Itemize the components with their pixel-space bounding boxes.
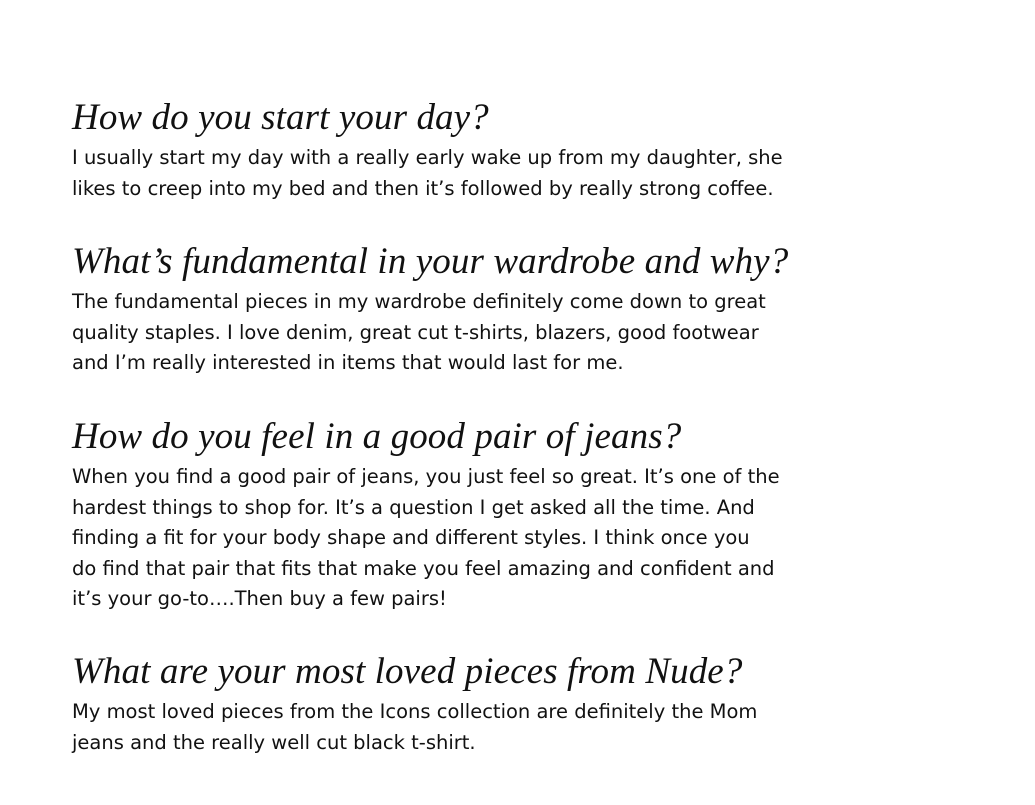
answer-line: finding a fit for your body shape and different styles. I think once you	[72, 526, 750, 549]
qa-section-jeans	[72, 416, 902, 615]
qa-section-loved-pieces	[72, 651, 902, 758]
question-heading: What are your most loved pieces from Nude?	[72, 651, 743, 692]
question-heading: What’s fundamental in your wardrobe and why?	[72, 241, 789, 282]
answer-line: When you find a good pair of jeans, you just feel so great. It’s one of the	[72, 465, 780, 488]
answer-paragraph	[72, 697, 902, 758]
answer-line: do find that pair that fits that make you feel amazing and confident and	[72, 556, 775, 580]
answer-line: quality staples. I love denim, great cut t-shirts, blazers, good footwear	[72, 320, 759, 344]
answer-paragraph	[72, 143, 902, 204]
question-heading: How do you start your day?	[72, 97, 489, 138]
answer-paragraph	[72, 287, 902, 379]
qa-section-wardrobe	[72, 241, 902, 379]
answer-paragraph	[72, 462, 902, 615]
answer-line: it’s your go-to….Then buy a few pairs!	[72, 587, 447, 610]
question-heading: How do you feel in a good pair of jeans?	[72, 416, 682, 457]
answer-line: I usually start my day with a really early wake up from my daughter, she	[72, 146, 783, 169]
answer-line: hardest things to shop for. It’s a question I get asked all the time. And	[72, 495, 755, 519]
answer-line: My most loved pieces from the Icons collection are definitely the Mom	[72, 700, 758, 723]
answer-line: likes to creep into my bed and then it’s followed by really strong coffee.	[72, 176, 774, 200]
answer-line: and I’m really interested in items that would last for me.	[72, 351, 624, 374]
qa-section-start-day	[72, 97, 902, 204]
answer-line: The fundamental pieces in my wardrobe definitely come down to great	[72, 290, 766, 313]
answer-line: jeans and the really well cut black t-shirt.	[72, 730, 476, 754]
